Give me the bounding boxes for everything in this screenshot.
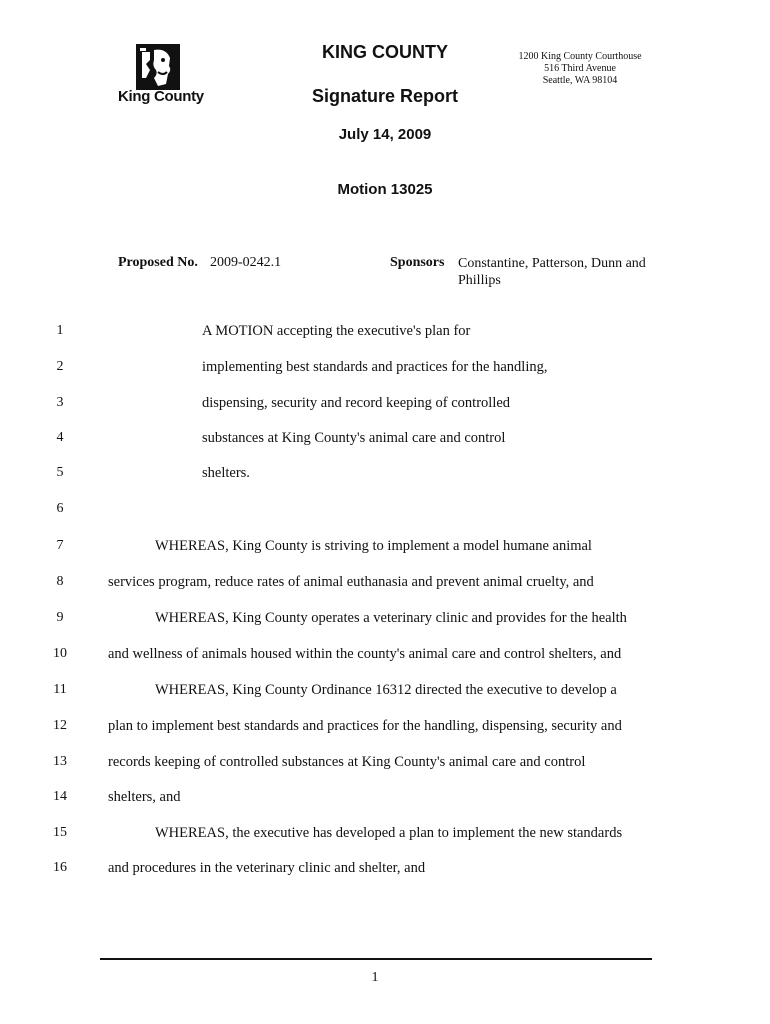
proposed-label: Proposed No. [118,255,198,270]
address-line: 1200 King County Courthouse [518,51,642,62]
line-text: shelters. [202,465,250,481]
line-text: dispensing, security and record keeping of controlled [202,395,511,411]
agency-name: KING COUNTY [322,42,448,62]
line-text: plan to implement best standards and practices for the handling, dispensing, security and [108,718,622,734]
address-line: 516 Third Avenue [544,63,616,74]
footer-rule [100,958,652,960]
line-number: 13 [53,754,67,769]
line-number: 2 [56,359,64,374]
line-number: 1 [56,323,64,338]
line-text: and wellness of animals housed within the county's animal care and control shelters, and [108,646,622,662]
king-county-logo-icon [136,44,180,90]
line-number: 3 [56,395,64,410]
line-text: records keeping of controlled substances at King County's animal care and control [108,754,586,770]
proposed-value: 2009-0242.1 [210,255,282,270]
line-number: 12 [53,718,67,733]
line-text: WHEREAS, King County is striving to implement a model humane animal [155,538,592,554]
line-number: 10 [53,646,67,661]
sponsors-value [458,255,658,289]
line-number: 16 [53,860,67,875]
line-number: 9 [56,610,64,625]
report-date: July 14, 2009 [338,126,432,143]
line-number: 11 [53,682,67,697]
sponsors-line: Phillips [458,273,501,288]
line-text: A MOTION accepting the executive's plan for [202,323,471,339]
line-text: substances at King County's animal care and control [202,430,506,446]
line-number: 15 [53,825,67,840]
sponsors-line: Constantine, Patterson, Dunn and [458,256,646,271]
line-number: 4 [56,430,64,445]
line-text: implementing best standards and practices for the handling, [202,359,548,375]
address-line: Seattle, WA 98104 [542,75,618,86]
line-number: 5 [56,465,64,480]
page-number: 1 [371,970,379,985]
report-title: Signature Report [311,86,458,106]
logo-text: King County [118,88,204,105]
sponsors-label: Sponsors [390,255,445,270]
line-text: WHEREAS, the executive has developed a plan to implement the new standards [155,825,623,841]
line-text: services program, reduce rates of animal euthanasia and prevent animal cruelty, and [108,574,594,590]
line-number: 8 [56,574,64,589]
motion-number: Motion 13025 [337,181,433,198]
line-number: 7 [56,538,64,553]
line-text: and procedures in the veterinary clinic and shelter, and [108,860,426,876]
line-text: WHEREAS, King County Ordinance 16312 directed the executive to develop a [155,682,617,698]
address-block [500,51,660,87]
line-text: shelters, and [108,789,181,805]
line-number: 6 [56,501,64,516]
line-text: WHEREAS, King County operates a veterinary clinic and provides for the health [155,610,627,626]
line-number: 14 [53,789,67,804]
